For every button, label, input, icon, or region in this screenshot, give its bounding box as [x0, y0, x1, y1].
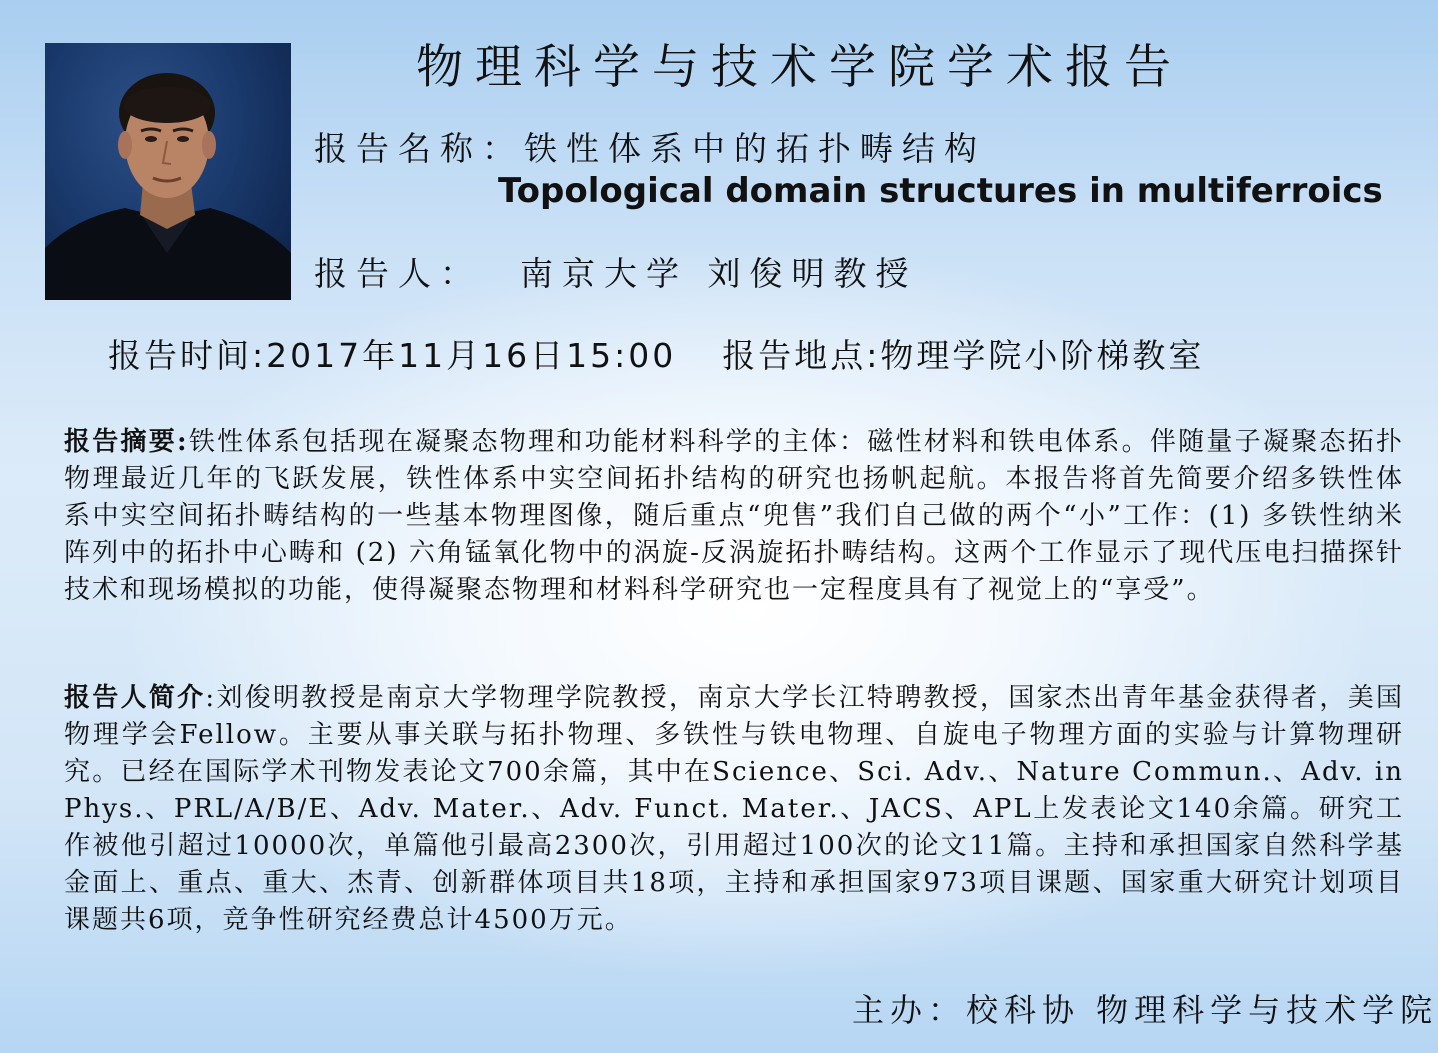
- bio-section: [64, 680, 1404, 939]
- report-name-label: 报告名称：: [314, 129, 524, 168]
- abstract-text: 铁性体系包括现在凝聚态物理和功能材料科学的主体：磁性材料和铁电体系。伴随量子凝聚态拓扑物理最近几年的飞跃发展，铁性体系中实空间拓扑结构的研究也扬帆起航。本报告将首先简要介绍多铁性体系中实空间拓扑畴结构的一些基本物理图像，随后重点“兜售”我们自己做的两个“小”工作：(1) 多铁性纳米阵列中的拓扑中心畴和 (2) 六角锰氧化物中的涡旋-反涡旋拓扑畴结构。这两个工作显示了现代压电扫描探针技术和现场模拟的功能，使得凝聚态物理和材料科学研究也一定程度具有了视觉上的“享受”。: [64, 427, 1404, 605]
- report-name-line: [314, 123, 986, 170]
- report-english-title: Topological domain structures in multiferroics: [498, 171, 1383, 211]
- abstract-section: [64, 424, 1404, 609]
- place-value: 物理学院小阶梯教室: [880, 336, 1205, 375]
- bio-text: :刘俊明教授是南京大学物理学院教授，南京大学长江特聘教授，国家杰出青年基金获得者，美国物理学会Fellow。主要从事关联与拓扑物理、多铁性与铁电物理、自旋电子物理方面的实验与计算物理研究。已经在国际学术刊物发表论文700余篇，其中在Science、Sci. Adv.、Nature Commun.、Adv. in Phys.、PRL/A/B/E、Adv. Mater.、Adv. Funct. Mater.、JACS、APL上发表论文140余篇。研究工作被他引超过10000次，单篇他引最高2300次，引用超过100次的论文11篇。主持和承担国家自然科学基金面上、重点、重大、杰青、创新群体项目共18项，主持和承担国家973项目课题、国家重大研究计划项目课题共6项，竞争性研究经费总计4500万元。: [64, 683, 1404, 935]
- report-name-value: 铁性体系中的拓扑畴结构: [524, 129, 986, 168]
- page-title: 物理科学与技术学院学术报告: [416, 40, 1183, 95]
- time-label: 报告时间:: [108, 336, 267, 375]
- bio-label: 报告人简介: [64, 683, 206, 713]
- speaker-label: 报告人：: [314, 254, 482, 293]
- time-place-line: [108, 330, 1204, 377]
- abstract-label: 报告摘要:: [64, 427, 189, 457]
- sponsor-line: 主办：校科协 物理科学与技术学院: [852, 991, 1438, 1029]
- speaker-value: 南京大学 刘俊明教授: [520, 254, 918, 293]
- time-value: 2017年11月16日15:00: [266, 336, 677, 375]
- place-label: 报告地点:: [722, 336, 881, 375]
- speaker-line: [314, 248, 918, 295]
- speaker-photo: [45, 43, 291, 300]
